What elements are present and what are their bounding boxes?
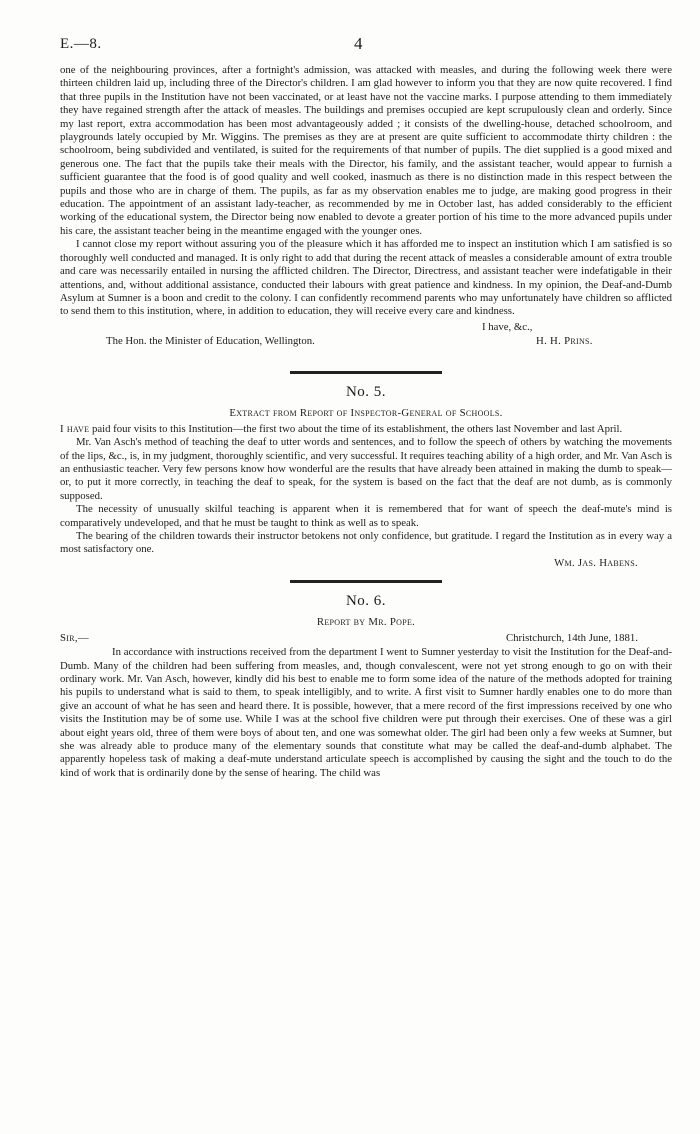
closing-formula: I have, &c., — [482, 320, 533, 333]
signature-prins: H. H. Prins. — [536, 334, 593, 347]
no5-paragraph-1-text: paid four visits to this Institution—the first two about the time of its establishment, the others last November and last April. — [89, 422, 623, 435]
no5-paragraph-1 — [60, 423, 672, 436]
no5-paragraph-2: Mr. Van Asch's method of teaching the deaf to utter words and sentences, and to follow the speech of others by watching the movements of the lips, &c., is, in my judgment, thoroughly scientific, and very successful. It requires teaching ability of a high order, and Mr. Van Asch is an enthusiastic teacher. Very few persons know how wonderful are the results that have already been attained in making the dumb to speak—or, to put it more correctly, in teaching the deaf to speak, for the system is based on the fact that the deaf are not dumb, as is commonly supposed. — [60, 436, 672, 502]
dateline: Christchurch, 14th June, 1881. — [506, 632, 638, 645]
section-heading-no-6: No. 6. — [345, 593, 387, 610]
prins-paragraph-1: one of the neighbouring provinces, after a fortnight's admission, was attacked with measles, and during the following week there were thirteen children laid up, including three of the Director's children. I am glad however to inform you that they are now quite recovered. I find that three pupils in the Institution have not been vaccinated, or at least have not the vaccine marks. I purpose attending to them immediately they have regained strength after the attack of measles. The buildings and premises occupied are kept scrupulously clean and orderly. Since my last report, extra accommodation has been most advantageously added ; it consists of the dwelling-house, detached schoolroom, and playgrounds lately occupied by Mr. Wiggins. The premises as they are at present are quite sufficient to accommodate thirty children : the schoolroom, being subdivided and ventilated, is suited for the requirements of that number of pupils. The diet supplied is a good mixed and generous one. The fact that the pupils take their meals with the Director, his family, and the assistant teacher, would appear to furnish a sufficient guarantee that the food is of good quality and well cooked, inasmuch as there is no distinction made in this respect between the pupils and those who are in charge of them. The pupils, as far as my observation enables me to judge, are making good progress in their education. The appointment of an assistant lady-teacher, as recommended by me in October last, has added considerably to the efficient working of the educational system, the Director being now enabled to devote a greater portion of his time to the more advanced pupils under his care, the assistant teacher being in the meantime engaged with the younger ones. — [60, 64, 672, 237]
no5-paragraph-4: The bearing of the children towards their instructor betokens not only confidence, but gratitude. I regard the Institution as in every way a most satisfactory one. — [60, 529, 672, 556]
running-head — [60, 36, 672, 64]
section-title-no-5: Extract from Report of Inspector-General of Schools. — [229, 406, 503, 419]
page-number: 4 — [354, 34, 363, 53]
section-divider — [290, 371, 442, 374]
section-heading-no-5: No. 5. — [345, 383, 387, 400]
report-prins-continuation — [60, 64, 672, 361]
signature-habens: Wm. Jas. Habens. — [554, 556, 638, 569]
parliamentary-paper-code: E.—8. — [60, 36, 102, 52]
addressee: The Hon. the Minister of Education, Wellington. — [106, 334, 315, 347]
no5-paragraph-3: The necessity of unusually skilful teaching is apparent when it is remembered that for want of speech the deaf-mute's mind is comparatively undeveloped, and that he must be taught to think as well as to speak. — [60, 503, 672, 529]
document-page — [60, 36, 672, 780]
salutation: Sir,— — [60, 632, 89, 645]
section-no-5 — [60, 384, 672, 570]
prins-closing-block — [60, 321, 672, 361]
no5-opening-word: I have — [60, 422, 90, 435]
no6-paragraph-1: In accordance with instructions received from the department I went to Sumner yesterday to visit the Institution for the Deaf-and-Dumb. Many of the children had been suffering from measles, and, though convalescent, were not yet strong enough to go on with their ordinary work. Mr. Van Asch, however, kindly did his best to enable me to form some idea of the nature of the methods adopted for training his pupils to understand what is said to them, to speak intelligibly, and to write. A first visit to Sumner hardly enables one to do more than give an account of what he has seen and heard there. It is possible, however, that a mere record of the first impressions received by one who visits the Institution may be of some use. While I was at the school five children were put through their exercises. One of these was a girl about eight years old, three of them were boys of about ten, and one was somewhat older. The girl had been only a few weeks at Sumner, but she was already able to produce many of the elementary sounds that constitute what may be called the deaf-and-dumb alphabet. The apparently hopeless task of making a deaf-mute understand articulate speech is accomplished by causing the sight and the touch to do the kind of work that is ordinarily done by the sense of hearing. The child was — [60, 646, 672, 779]
section-title-no-6: Report by Mr. Pope. — [316, 616, 416, 629]
section-no-6 — [60, 593, 672, 780]
section-divider — [290, 580, 442, 583]
salutation-line — [60, 632, 672, 646]
prins-paragraph-2: I cannot close my report without assuring you of the pleasure which it has afforded me to inspect an institution which I am satisfied is so thoroughly well conducted and managed. It is only right to add that during the recent attack of measles a considerable amount of extra trouble and care was necessarily entailed in nursing the afflicted children. The Director, Directress, and assistant teacher were indefatigable in their attentions, and, without additional assistance, conducted their labours with great patience and kindness. In my opinion, the Deaf-and-Dumb Asylum at Sumner is a boon and credit to the colony. I can confidently recommend parents who may unfortunately have children so afflicted to send them to this institution, where, in addition to education, they will receive every care and kindness. — [60, 238, 672, 318]
